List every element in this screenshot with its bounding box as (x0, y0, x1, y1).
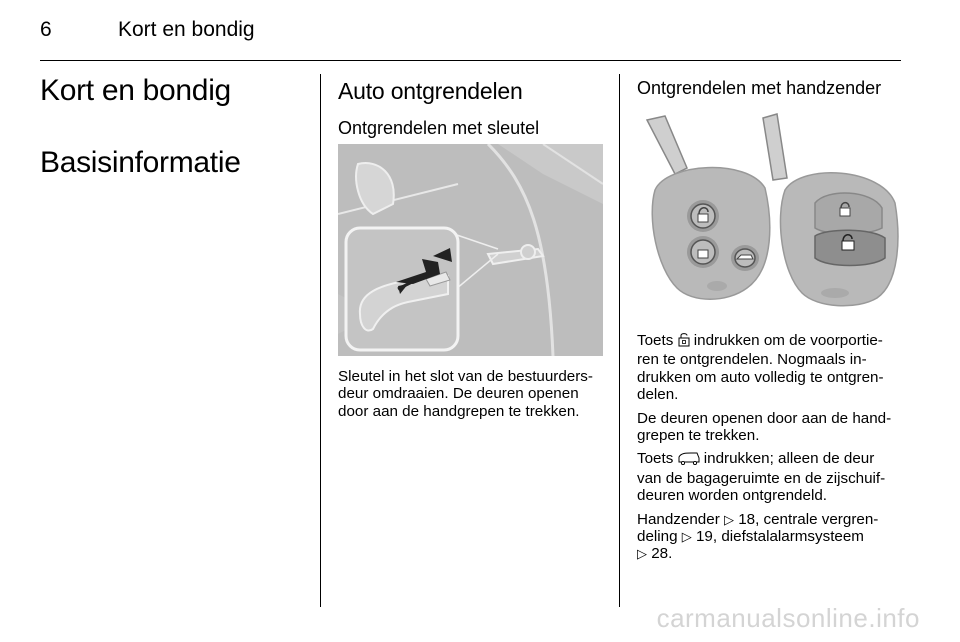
running-title: Kort en bondig (118, 18, 255, 41)
paragraph-handles (637, 410, 907, 445)
text-span: deling (637, 528, 682, 546)
reference-link[interactable]: 28. (647, 545, 673, 563)
reference-link[interactable]: 18, centrale vergren- (733, 510, 879, 528)
paragraph-cargo-button (637, 450, 907, 504)
cross-reference-arrow-icon: ▷ (681, 529, 692, 545)
caption-line: Sleutel in het slot van de bestuurders- (338, 368, 593, 385)
column-divider-2 (619, 74, 620, 607)
remote-text (637, 332, 907, 569)
text-span: grepen te trekken. (637, 427, 760, 445)
page-header (40, 18, 900, 58)
text-span: ren te ontgrendelen. Nogmaals in- (637, 351, 867, 369)
watermark: carmanualsonline.info (656, 603, 920, 633)
section-title: Basisinformatie (40, 146, 241, 179)
van-icon (678, 452, 700, 469)
key-caption (338, 368, 608, 420)
text-span: Toets (637, 332, 678, 349)
caption-line: deur omdraaien. De deuren openen (338, 385, 579, 403)
text-span: delen. (637, 386, 679, 404)
cross-reference-arrow-icon: ▷ (723, 511, 734, 527)
text-span: Toets (637, 450, 678, 468)
door-key-illustration (338, 144, 603, 356)
text-span: van de bagageruimte en de zijschuif- (637, 469, 886, 487)
reference-link[interactable]: 19, diefstalalarmsysteem (691, 528, 864, 546)
header-rule (40, 60, 901, 61)
text-span: indrukken om de voorportie- (689, 332, 883, 349)
text-span: indrukken; alleen de deur (699, 450, 875, 468)
text-span: De deuren openen door aan de hand- (637, 409, 892, 427)
paragraph-references (637, 511, 907, 563)
section-heading-unlock: Auto ontgrendelen (338, 78, 523, 104)
caption-line: door aan de handgrepen te trekken. (338, 402, 580, 420)
text-span: Handzender (637, 510, 724, 528)
lock-open-icon (678, 332, 690, 351)
chapter-title: Kort en bondig (40, 74, 231, 107)
paragraph-unlock-button (637, 332, 907, 404)
subheading-remote: Ontgrendelen met handzender (637, 78, 882, 98)
remote-keys-illustration (637, 108, 901, 320)
text-span: drukken om auto volledig te ontgren- (637, 368, 884, 386)
text-span: deuren worden ontgrendeld. (637, 487, 827, 505)
page-number: 6 (40, 18, 52, 41)
column-divider-1 (320, 74, 321, 607)
subheading-key: Ontgrendelen met sleutel (338, 118, 540, 138)
cross-reference-arrow-icon: ▷ (637, 546, 647, 562)
